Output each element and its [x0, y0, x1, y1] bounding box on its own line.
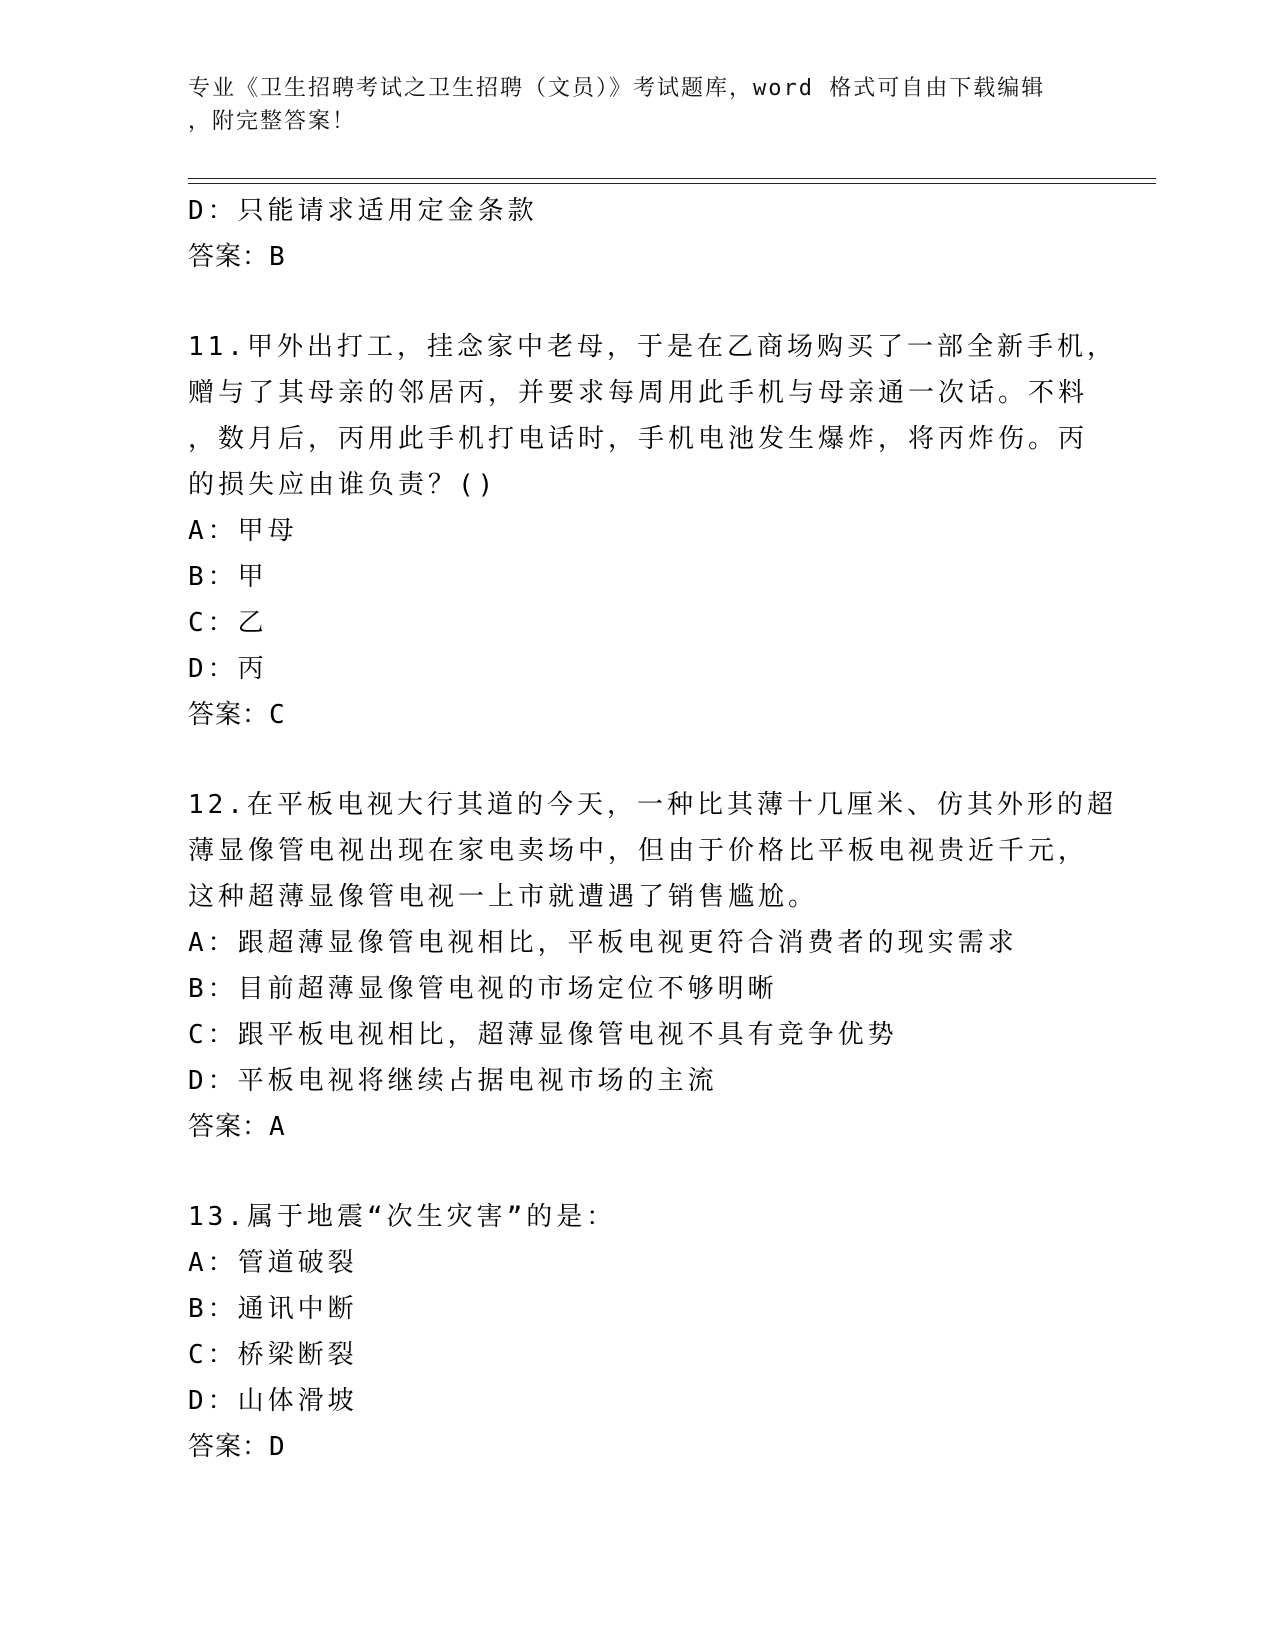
question-12: [188, 782, 1117, 1150]
answer-value: C: [269, 700, 286, 730]
header-divider-top: [188, 178, 1156, 179]
option-c: C：桥梁断裂: [188, 1340, 358, 1370]
answer-label: 答案：: [188, 1112, 270, 1142]
option-c: C：乙: [188, 608, 268, 638]
option-d: D：只能请求适用定金条款: [188, 196, 538, 226]
answer-line: [188, 234, 1088, 280]
option-b: B：目前超薄显像管电视的市场定位不够明晰: [188, 974, 778, 1004]
option-a: A：管道破裂: [188, 1248, 358, 1278]
question-11: [188, 324, 1117, 738]
answer-label: 答案：: [188, 1432, 270, 1462]
question-stem-line: 12.在平板电视大行其道的今天，一种比其薄十几厘米、仿其外形的超: [188, 790, 1117, 820]
option-c: C：跟平板电视相比，超薄显像管电视不具有竞争优势: [188, 1020, 898, 1050]
previous-question-tail: [188, 188, 1088, 280]
question-stem-line: 这种超薄显像管电视一上市就遭遇了销售尴尬。: [188, 882, 819, 912]
answer-value: D: [269, 1432, 286, 1462]
header-line-2: ，附完整答案！: [188, 109, 357, 134]
answer-line: [188, 692, 1088, 738]
answer-label: 答案：: [188, 700, 270, 730]
option-a: A：跟超薄显像管电视相比，平板电视更符合消费者的现实需求: [188, 928, 1018, 958]
option-b: B：通讯中断: [188, 1294, 358, 1324]
question-stem-line: 11.甲外出打工，挂念家中老母，于是在乙商场购买了一部全新手机，: [188, 332, 1117, 362]
option-d: D：丙: [188, 654, 268, 684]
question-stem-line: 13.属于地震“次生灾害”的是：: [188, 1202, 617, 1232]
question-stem-line: 赠与了其母亲的邻居丙，并要求每周用此手机与母亲通一次话。不料: [188, 378, 1089, 408]
question-list: [188, 188, 1117, 1470]
option-a: A：甲母: [188, 516, 298, 546]
answer-line: [188, 1424, 1088, 1470]
answer-value: A: [269, 1112, 286, 1142]
question-stem-line: 的损失应由谁负责？(): [188, 470, 498, 500]
question-stem-line: ，数月后，丙用此手机打电话时，手机电池发生爆炸，将丙炸伤。丙: [188, 424, 1089, 454]
option-b: B：甲: [188, 562, 268, 592]
answer-line: [188, 1104, 1088, 1150]
question-stem-line: 薄显像管电视出现在家电卖场中，但由于价格比平板电视贵近千元，: [188, 836, 1089, 866]
option-d: D：平板电视将继续占据电视市场的主流: [188, 1066, 718, 1096]
answer-value: B: [269, 242, 286, 272]
header-line-1: 专业《卫生招聘考试之卫生招聘（文员）》考试题库，word 格式可自由下载编辑: [188, 76, 1046, 101]
answer-label: 答案：: [188, 242, 270, 272]
header-divider-bottom: [188, 183, 1156, 184]
document-header: [188, 72, 1088, 138]
option-d: D：山体滑坡: [188, 1386, 358, 1416]
question-13: [188, 1194, 1088, 1470]
